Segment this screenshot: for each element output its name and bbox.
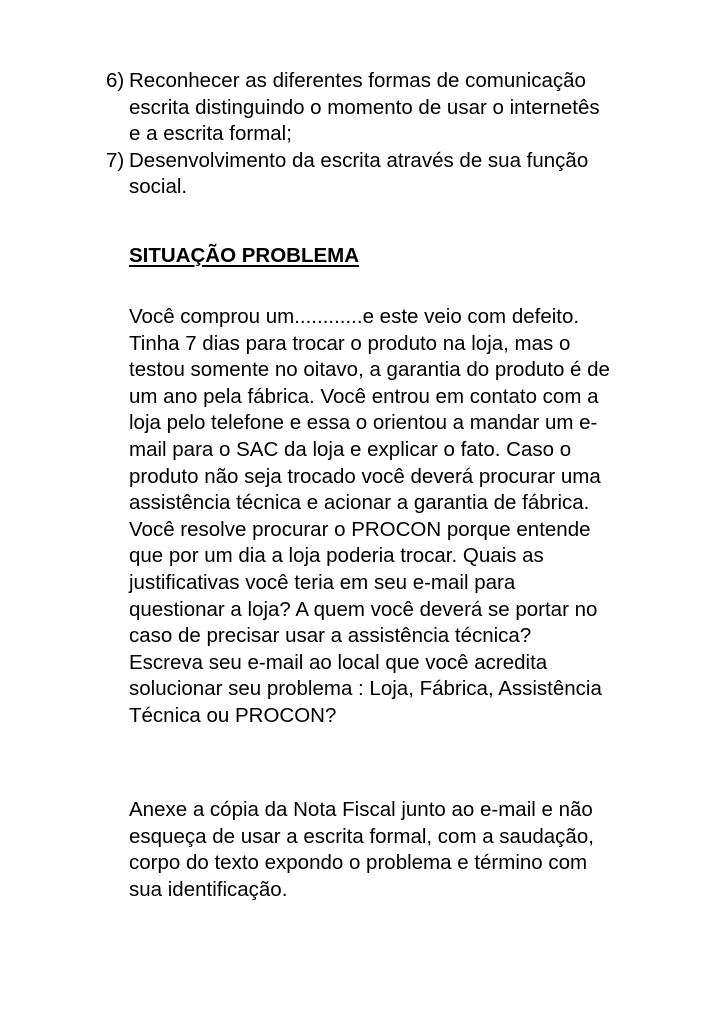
objective-line: Reconhecer as diferentes formas de comunicação	[129, 69, 586, 92]
objectives-list	[106, 68, 666, 201]
paragraph-line: justificativas você teria em seu e-mail para	[129, 570, 516, 594]
paragraph-line: mail para o SAC da loja e explicar o fato. Caso o	[129, 437, 572, 461]
objective-line: social.	[129, 175, 188, 199]
paragraph-line: Técnica ou PROCON?	[129, 703, 337, 727]
objective-line: e a escrita formal;	[129, 122, 292, 146]
objective-item	[106, 148, 666, 201]
paragraph-line: questionar a loja? A quem você deverá se portar no	[129, 597, 598, 621]
problem-paragraph	[129, 304, 669, 730]
paragraph-line: sua identificação.	[129, 877, 288, 901]
paragraph-line: Escreva seu e-mail ao local que você acredita	[129, 650, 548, 674]
objective-number: 7)	[106, 148, 125, 172]
paragraph-line: produto não seja trocado você deverá procurar uma	[129, 464, 601, 488]
objective-item	[106, 68, 666, 148]
paragraph-line: testou somente no oitavo, a garantia do produto é de	[129, 358, 610, 382]
paragraph-line: que por um dia a loja poderia trocar. Quais as	[129, 544, 544, 568]
closing-paragraph	[129, 797, 669, 903]
paragraph-line: loja pelo telefone e essa o orientou a mandar um e-	[129, 411, 598, 435]
paragraph-line: esqueça de usar a escrita formal, com a saudação,	[129, 824, 594, 848]
paragraph-line: assistência técnica e acionar a garantia de fábrica.	[129, 491, 590, 515]
section-heading: SITUAÇÃO PROBLEMA	[129, 244, 360, 267]
paragraph-line: solucionar seu problema : Loja, Fábrica, Assistência	[129, 677, 602, 701]
objective-line: escrita distinguindo o momento de usar o internetês	[129, 95, 600, 119]
paragraph-line: Você resolve procurar o PROCON porque entende	[129, 517, 591, 541]
paragraph-line: Você comprou um............e este veio com defeito.	[129, 305, 580, 328]
objective-number: 6)	[106, 69, 125, 92]
paragraph-line: Anexe a cópia da Nota Fiscal junto ao e-mail e não	[129, 798, 593, 821]
paragraph-line: corpo do texto expondo o problema e término com	[129, 851, 588, 875]
paragraph-line: um ano pela fábrica. Você entrou em contato com a	[129, 384, 599, 408]
paragraph-line: Tinha 7 dias para trocar o produto na loja, mas o	[129, 331, 571, 355]
objective-line: Desenvolvimento da escrita através de sua função	[129, 148, 589, 172]
paragraph-line: caso de precisar usar a assistência técnica?	[129, 624, 532, 648]
